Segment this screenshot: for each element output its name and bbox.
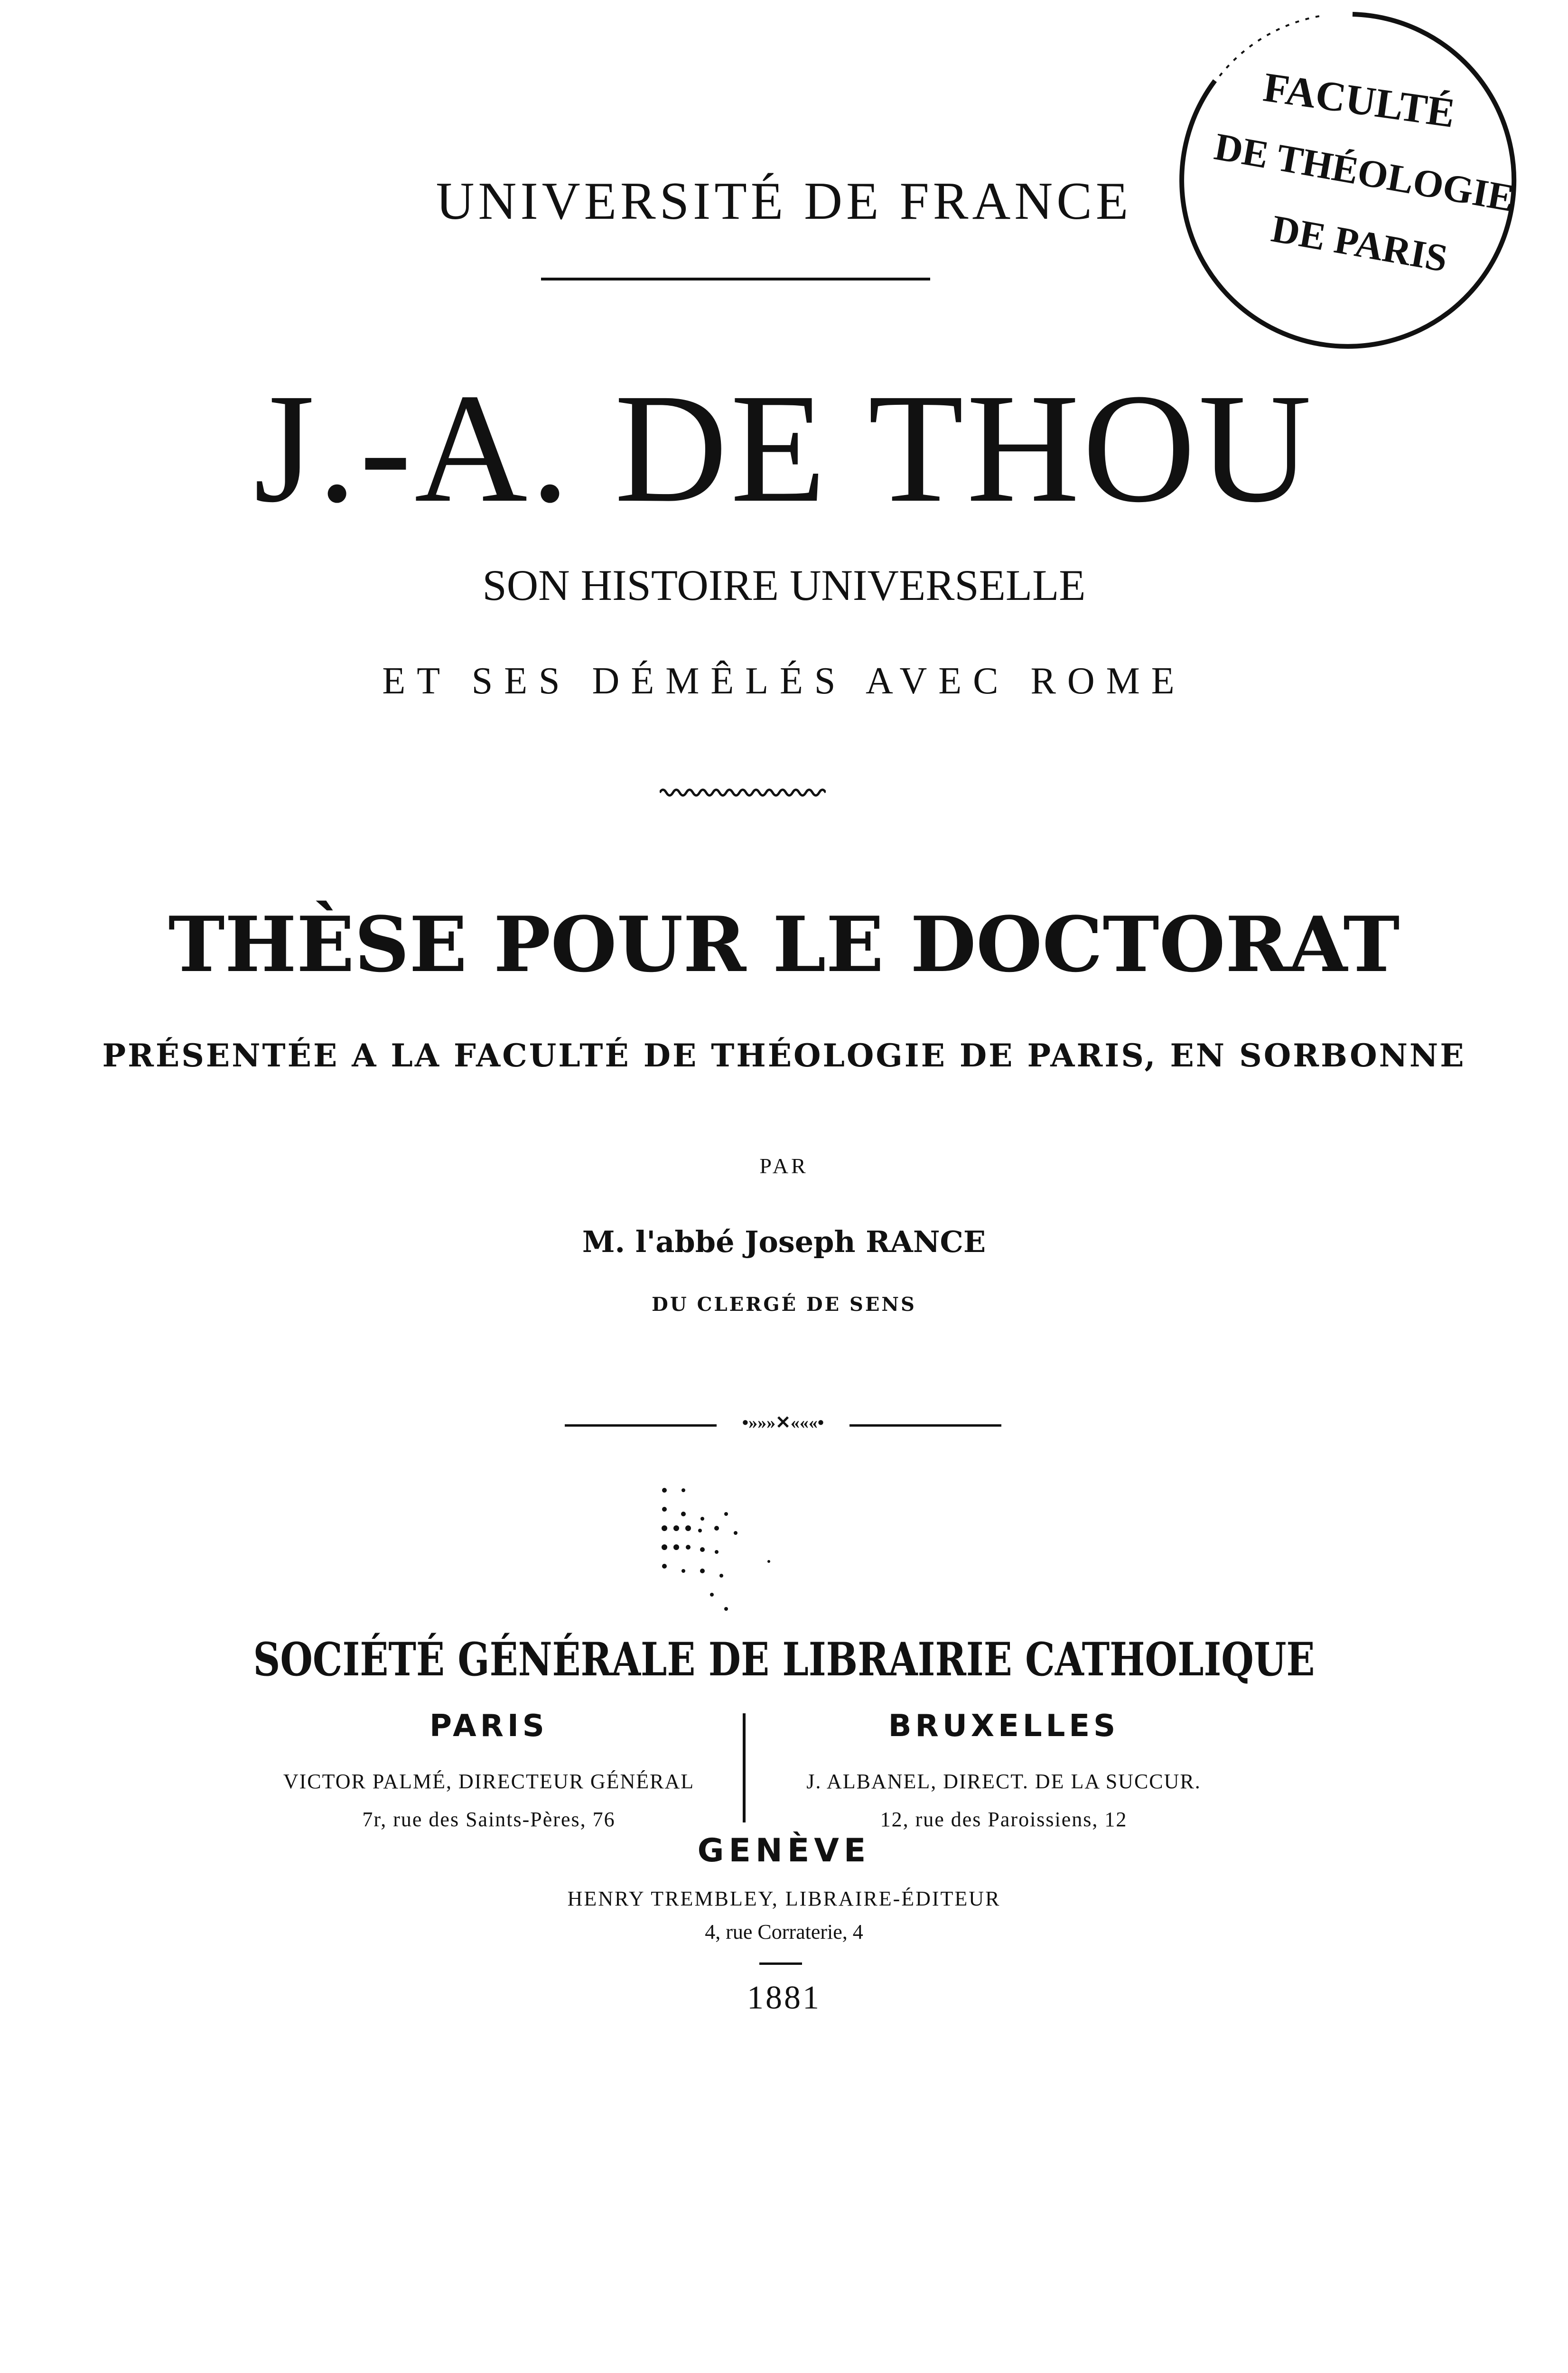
column-divider — [743, 1713, 746, 1822]
subtitle-line-1: SON HISTOIRE UNIVERSELLE — [482, 561, 1086, 609]
paris-city: PARIS — [429, 1709, 548, 1744]
main-title: J.-A. DE THOU — [253, 362, 1315, 535]
geneve-publisher: HENRY TREMBLEY, LIBRAIRE-ÉDITEUR — [567, 1887, 1001, 1910]
publication-year: 1881 — [747, 1980, 821, 2016]
subtitle-line-2: ET SES DÉMÊLÉS AVEC ROME — [382, 660, 1186, 702]
bruxelles-director: J. ALBANEL, DIRECT. DE LA SUCCUR. — [806, 1770, 1201, 1793]
paris-address: 7r, rue des Saints-Pères, 76 — [362, 1808, 616, 1831]
by-label: PAR — [759, 1154, 809, 1178]
wavy-ornament — [660, 785, 826, 800]
university-heading: UNIVERSITÉ DE FRANCE — [436, 172, 1132, 231]
paris-publisher-block — [247, 1709, 731, 1839]
geneve-address: 4, rue Corraterie, 4 — [705, 1920, 863, 1943]
printers-mark-dots — [655, 1481, 807, 1623]
divider-rule — [541, 278, 930, 280]
thesis-title: THÈSE POUR LE DOCTORAT — [168, 900, 1400, 989]
publisher-name: SOCIÉTÉ GÉNÉRALE DE LIBRAIRIE CATHOLIQUE — [253, 1633, 1315, 1686]
bruxelles-publisher-block — [755, 1709, 1253, 1839]
geneve-city: GENÈVE — [697, 1832, 871, 1869]
stamp-line-3: DE PARIS — [1268, 206, 1451, 280]
bruxelles-city: BRUXELLES — [888, 1709, 1120, 1744]
ornamental-divider — [565, 1413, 1001, 1436]
paris-director: VICTOR PALMÉ, DIRECTEUR GÉNÉRAL — [283, 1770, 695, 1793]
author-name: M. l'abbé Joseph RANCE — [582, 1224, 986, 1259]
year-rule — [759, 1962, 802, 1965]
stamp-line-2: DE THÉOLOGIE — [1211, 124, 1518, 220]
ornament-glyphs: •»»»✕«««• — [742, 1413, 824, 1433]
author-affiliation: DU CLERGÉ DE SENS — [652, 1293, 916, 1316]
stamp-line-1: FACULTÉ — [1260, 64, 1458, 137]
thesis-presentation-line: PRÉSENTÉE A LA FACULTÉ DE THÉOLOGIE DE PARIS, EN SORBONNE — [102, 1037, 1466, 1074]
bruxelles-address: 12, rue des Paroissiens, 12 — [880, 1808, 1128, 1831]
